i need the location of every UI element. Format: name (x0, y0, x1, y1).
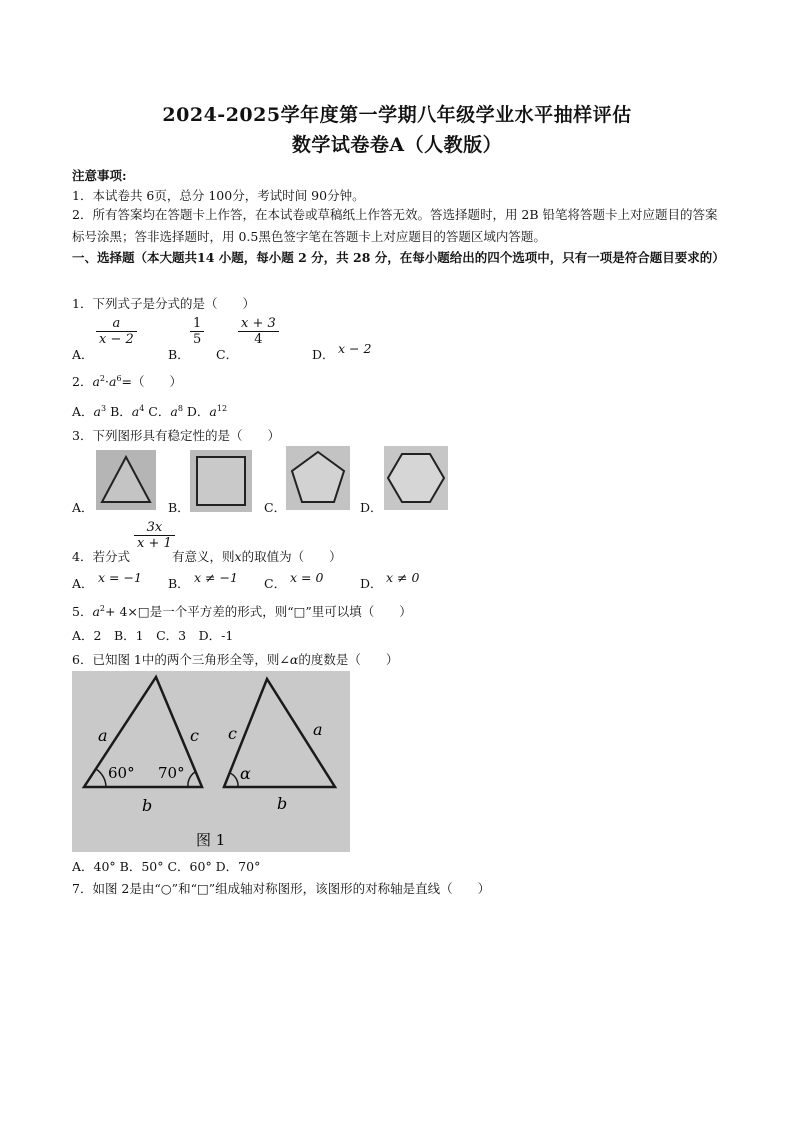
q1-option-b-fraction (190, 316, 204, 347)
q3-option-a-image (96, 450, 156, 510)
q4-option-d-label: D． (360, 576, 383, 591)
notes-item-2: 2．所有答案均在答题卡上作答，在本试卷或草稿纸上作答无效。答选择题时，用 2B 铅笔将答题卡上对应题目的答案标号涂黑；答非选择题时，用 0.5黑色签字笔在答题卡上对应题目的答题区域内答题。 (72, 207, 718, 244)
t1-side-a: a (98, 726, 108, 745)
q2-base-1: a (92, 374, 100, 389)
q4-suffix (172, 547, 342, 565)
q6-stem-b: 的度数是（ ） (298, 652, 399, 667)
q5-tail: 是一个平方差的形式，则“□”里可以填（ ） (149, 604, 412, 619)
t1-side-c: c (190, 726, 199, 745)
notes-heading: 注意事项: (72, 168, 127, 183)
t1-angle-60: 60° (108, 764, 135, 782)
q2-option-a-base: a (93, 404, 101, 419)
q6-angle: ∠α (279, 652, 299, 667)
q2-dot: · (105, 374, 109, 389)
q2-exp-2: 6 (116, 373, 122, 383)
q2-option-b-base: a (131, 404, 140, 419)
q1-option-c-label: C． (216, 347, 239, 362)
congruent-triangles-figure (72, 671, 350, 852)
q1-c-denominator: 4 (254, 332, 263, 347)
q2-option-d-label: D． (186, 404, 210, 419)
q3-option-d-image (384, 446, 448, 510)
q4-fraction (134, 520, 175, 551)
q1-a-numerator: a (96, 316, 137, 332)
q5-stem (72, 602, 412, 620)
q3-option-b-label: B． (168, 500, 190, 515)
q2-option-a-label: A． (72, 404, 94, 419)
q4-option-d-expr: x ≠ 0 (386, 570, 420, 585)
t2-side-c: c (228, 724, 237, 743)
q2-option-c-label: C． (148, 404, 171, 419)
q1-option-d-label: D． (312, 347, 335, 362)
q4-option-b-label: B． (168, 576, 190, 591)
q2-option-d-exp: 12 (216, 403, 228, 413)
q4-denominator: x + 1 (137, 536, 172, 551)
q1-option-a-label: A． (72, 347, 94, 362)
q5-number: 5． (72, 604, 93, 619)
t2-side-b: b (277, 794, 288, 813)
q2-option-d-base: a (209, 404, 217, 419)
q2-option-b-label: B． (110, 404, 132, 419)
q3-option-a-label: A． (72, 500, 94, 515)
q2-tail: =（ ） (121, 374, 183, 389)
q1-a-denominator: x − 2 (99, 332, 134, 347)
q2-exp-1: 2 (99, 373, 105, 383)
q1-c-numerator: x + 3 (238, 316, 279, 332)
q4-option-b-expr: x ≠ −1 (194, 570, 238, 585)
q7-stem: 7．如图 2是由“○”和“□”组成轴对称图形，该图形的对称轴是直线（ ） (72, 881, 491, 896)
q1-option-a-fraction (96, 316, 137, 347)
exam-subtitle: 数学试卷卷A（人教版） (291, 134, 503, 156)
notes-item-1: 1．本试卷共 6页，总分 100分，考试时间 90分钟。 (72, 188, 365, 203)
triangle-shape-icon (96, 450, 156, 510)
q3-option-d-label: D． (360, 500, 383, 515)
section-heading: 一、选择题（本大题共14 小题，每小题 2 分，共 28 分，在每小题给出的四个选项中，只有一项是符合题目要求的） (72, 250, 725, 265)
q1-b-numerator: 1 (190, 316, 204, 332)
q6-stem (72, 650, 398, 668)
q1-option-c-fraction (238, 316, 279, 347)
t1-angle-70: 70° (158, 764, 185, 782)
q1-option-b-label: B． (168, 347, 190, 362)
q4-option-c-label: C． (264, 576, 287, 591)
q6-options: A．40° B．50° C．60° D．70° (72, 859, 261, 874)
exam-title: 2024-2025学年度第一学期八年级学业水平抽样评估 (162, 104, 632, 126)
q3-option-c-label: C． (264, 500, 287, 515)
q4-option-c-expr: x = 0 (290, 570, 324, 585)
q2-option-b-exp: 4 (139, 403, 145, 413)
q2-option-c-exp: 8 (177, 403, 183, 413)
q5-base: a (92, 604, 100, 619)
figure-caption: 图 1 (196, 831, 226, 849)
q6-stem-a: 6．已知图 1中的两个三角形全等，则 (72, 652, 280, 667)
q4-option-a-expr: x = −1 (98, 570, 142, 585)
q5-expr: + 4×□ (105, 604, 150, 619)
q3-option-c-image (286, 446, 350, 510)
q4-numerator: 3x (134, 520, 175, 536)
q5-exp: 2 (99, 603, 105, 613)
pentagon-shape-icon (286, 446, 350, 510)
t1-side-b: b (142, 796, 153, 815)
q4-suffix-text: 有意义，则 (172, 549, 235, 564)
q1-option-d-expr: x − 2 (338, 341, 372, 356)
t2-angle-alpha: α (240, 764, 251, 783)
q2-base-2: a (108, 374, 117, 389)
q4-option-a-label: A． (72, 576, 94, 591)
q4-variable: x (234, 549, 242, 564)
q2-options (72, 402, 227, 420)
q1-b-denominator: 5 (193, 332, 202, 347)
hexagon-shape-icon (384, 446, 448, 510)
q4-prefix: 4．若分式 (72, 549, 130, 564)
square-shape-icon (190, 450, 252, 512)
q1-stem: 1．下列式子是分式的是（ ） (72, 296, 255, 311)
q3-stem: 3．下列图形具有稳定性的是（ ） (72, 428, 280, 443)
q2-number: 2． (72, 374, 93, 389)
q2-stem (72, 372, 182, 390)
q2-option-c-base: a (170, 404, 178, 419)
q5-options: A．2 B．1 C．3 D．-1 (72, 628, 234, 643)
t2-side-a: a (313, 720, 323, 739)
q4-suffix-text-2: 的取值为（ ） (241, 549, 342, 564)
q6-figure (72, 671, 350, 852)
q2-option-a-exp: 3 (100, 403, 107, 413)
q3-option-b-image (190, 450, 252, 512)
